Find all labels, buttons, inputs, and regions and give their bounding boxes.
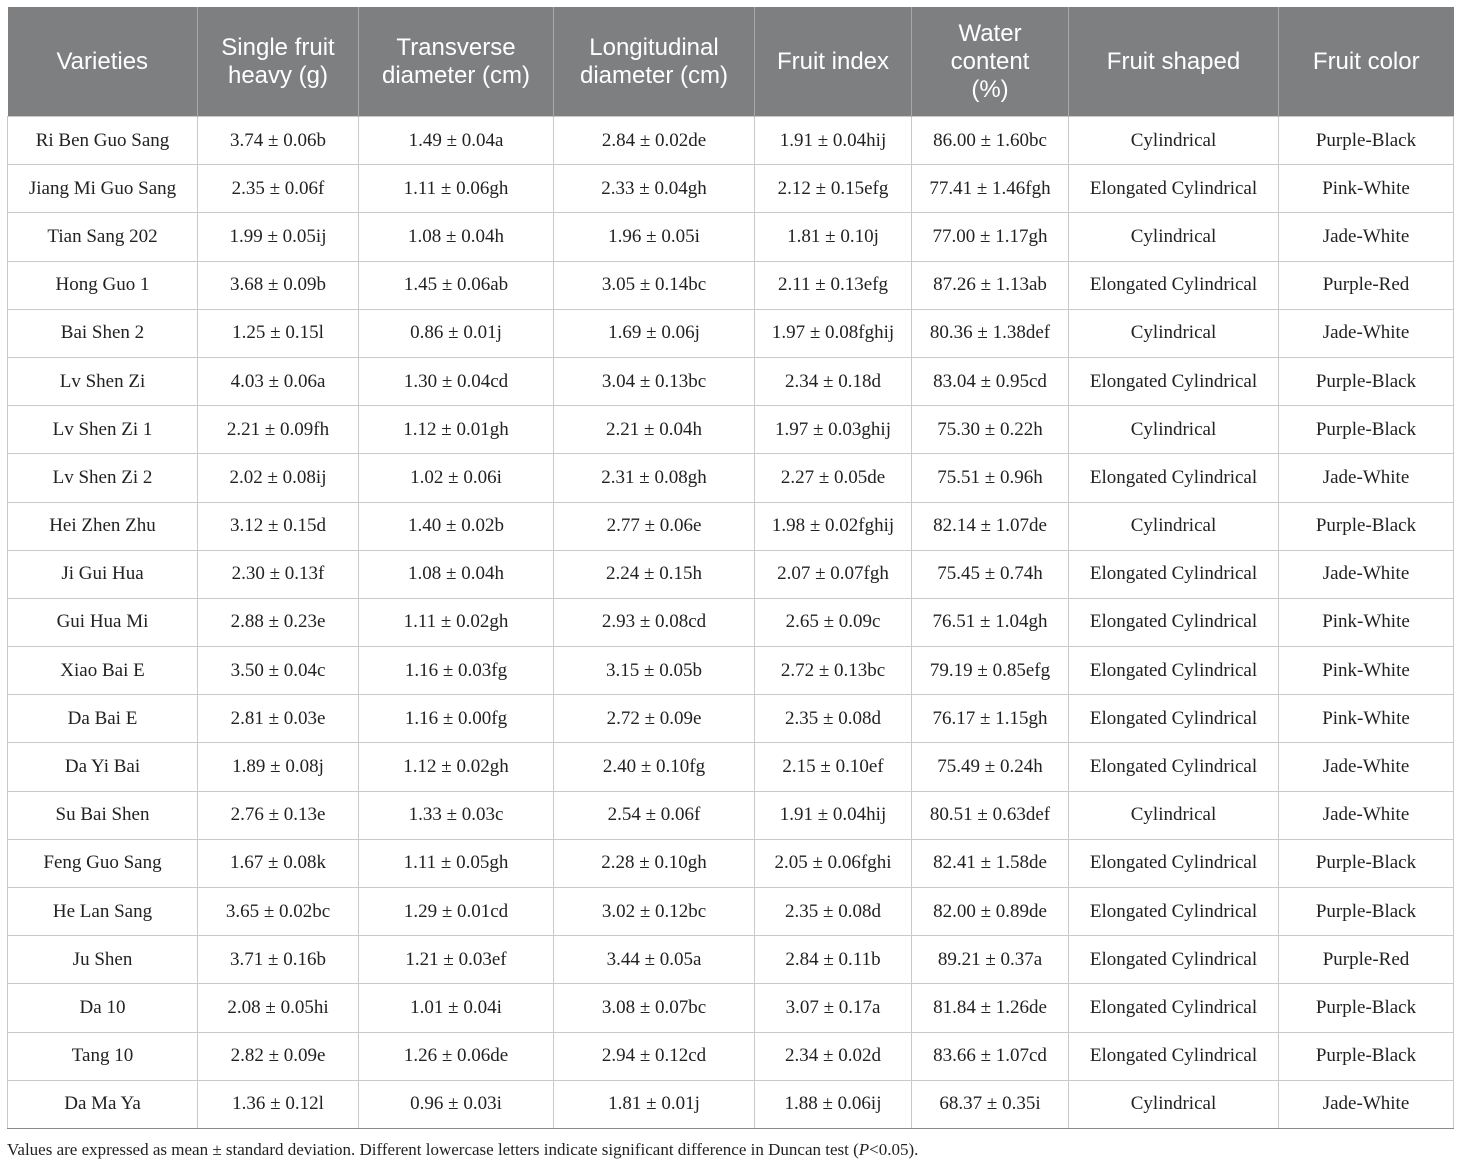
table-cell-water-content: 75.30 ± 0.22h: [912, 406, 1069, 454]
table-row: [8, 1080, 1454, 1128]
table-body: [8, 117, 1454, 1129]
table-cell-transverse-diameter: 1.49 ± 0.04a: [359, 117, 554, 165]
footnote-p-symbol: P: [858, 1140, 870, 1159]
table-cell-fruit-index: 2.34 ± 0.02d: [755, 1032, 912, 1080]
table-cell-varieties: He Lan Sang: [8, 888, 198, 936]
table-cell-longitudinal-diameter: 2.28 ± 0.10gh: [554, 839, 755, 887]
table-cell-single-fruit-heavy: 2.88 ± 0.23e: [198, 598, 359, 646]
table-cell-longitudinal-diameter: 1.81 ± 0.01j: [554, 1080, 755, 1128]
table-cell-single-fruit-heavy: 2.30 ± 0.13f: [198, 550, 359, 598]
table-cell-varieties: Bai Shen 2: [8, 309, 198, 357]
table-cell-single-fruit-heavy: 3.68 ± 0.09b: [198, 261, 359, 309]
table-cell-fruit-shaped: Elongated Cylindrical: [1069, 1032, 1279, 1080]
table-cell-transverse-diameter: 1.40 ± 0.02b: [359, 502, 554, 550]
table-row: [8, 936, 1454, 984]
table-cell-fruit-shaped: Cylindrical: [1069, 791, 1279, 839]
table-cell-longitudinal-diameter: 2.72 ± 0.09e: [554, 695, 755, 743]
column-header-fruit-shaped: [1069, 7, 1279, 117]
table-cell-fruit-color: Jade-White: [1279, 454, 1454, 502]
column-header-line: Varieties: [56, 47, 149, 75]
column-header-fruit-index: [755, 7, 912, 117]
table-cell-fruit-shaped: Elongated Cylindrical: [1069, 695, 1279, 743]
table-cell-varieties: Gui Hua Mi: [8, 598, 198, 646]
table-cell-varieties: Su Bai Shen: [8, 791, 198, 839]
table-cell-transverse-diameter: 1.11 ± 0.06gh: [359, 165, 554, 213]
table-cell-fruit-index: 1.97 ± 0.08fghij: [755, 309, 912, 357]
table-cell-varieties: Xiao Bai E: [8, 647, 198, 695]
table-cell-water-content: 77.00 ± 1.17gh: [912, 213, 1069, 261]
column-header-line: Longitudinal: [589, 33, 719, 61]
column-header-single-fruit-heavy: [198, 7, 359, 117]
table-cell-transverse-diameter: 0.96 ± 0.03i: [359, 1080, 554, 1128]
table-cell-fruit-shaped: Cylindrical: [1069, 309, 1279, 357]
table-cell-water-content: 80.36 ± 1.38def: [912, 309, 1069, 357]
table-row: [8, 502, 1454, 550]
table-cell-fruit-index: 2.11 ± 0.13efg: [755, 261, 912, 309]
table-cell-single-fruit-heavy: 4.03 ± 0.06a: [198, 357, 359, 405]
table-cell-longitudinal-diameter: 3.04 ± 0.13bc: [554, 357, 755, 405]
table-cell-water-content: 86.00 ± 1.60bc: [912, 117, 1069, 165]
table-cell-fruit-shaped: Elongated Cylindrical: [1069, 261, 1279, 309]
table-cell-single-fruit-heavy: 3.74 ± 0.06b: [198, 117, 359, 165]
column-header-varieties: [8, 7, 198, 117]
table-cell-single-fruit-heavy: 2.21 ± 0.09fh: [198, 406, 359, 454]
table-cell-single-fruit-heavy: 3.12 ± 0.15d: [198, 502, 359, 550]
table-cell-single-fruit-heavy: 2.08 ± 0.05hi: [198, 984, 359, 1032]
column-header-water-content: [912, 7, 1069, 117]
table-cell-transverse-diameter: 1.02 ± 0.06i: [359, 454, 554, 502]
table-cell-transverse-diameter: 1.21 ± 0.03ef: [359, 936, 554, 984]
table-row: [8, 406, 1454, 454]
table-cell-single-fruit-heavy: 1.25 ± 0.15l: [198, 309, 359, 357]
table-cell-water-content: 76.17 ± 1.15gh: [912, 695, 1069, 743]
table-cell-varieties: Lv Shen Zi 2: [8, 454, 198, 502]
table-cell-fruit-index: 2.35 ± 0.08d: [755, 695, 912, 743]
table-cell-transverse-diameter: 1.08 ± 0.04h: [359, 213, 554, 261]
table-cell-fruit-color: Purple-Black: [1279, 888, 1454, 936]
table-cell-fruit-shaped: Cylindrical: [1069, 502, 1279, 550]
table-row: [8, 309, 1454, 357]
table-cell-single-fruit-heavy: 1.36 ± 0.12l: [198, 1080, 359, 1128]
table-cell-fruit-index: 2.35 ± 0.08d: [755, 888, 912, 936]
table-cell-longitudinal-diameter: 2.84 ± 0.02de: [554, 117, 755, 165]
table-cell-varieties: Jiang Mi Guo Sang: [8, 165, 198, 213]
table-cell-fruit-color: Jade-White: [1279, 213, 1454, 261]
table-cell-longitudinal-diameter: 2.77 ± 0.06e: [554, 502, 755, 550]
table-cell-water-content: 79.19 ± 0.85efg: [912, 647, 1069, 695]
table-cell-fruit-shaped: Elongated Cylindrical: [1069, 454, 1279, 502]
table-cell-fruit-shaped: Cylindrical: [1069, 1080, 1279, 1128]
table-cell-varieties: Da Ma Ya: [8, 1080, 198, 1128]
table-cell-longitudinal-diameter: 2.33 ± 0.04gh: [554, 165, 755, 213]
table-cell-fruit-shaped: Cylindrical: [1069, 117, 1279, 165]
table-cell-transverse-diameter: 1.26 ± 0.06de: [359, 1032, 554, 1080]
table-row: [8, 743, 1454, 791]
table-cell-fruit-color: Jade-White: [1279, 791, 1454, 839]
table-cell-longitudinal-diameter: 2.93 ± 0.08cd: [554, 598, 755, 646]
table-row: [8, 165, 1454, 213]
table-row: [8, 1032, 1454, 1080]
table-cell-water-content: 75.51 ± 0.96h: [912, 454, 1069, 502]
table-cell-longitudinal-diameter: 3.08 ± 0.07bc: [554, 984, 755, 1032]
table-cell-fruit-color: Jade-White: [1279, 1080, 1454, 1128]
table-row: [8, 984, 1454, 1032]
table-cell-fruit-shaped: Elongated Cylindrical: [1069, 598, 1279, 646]
table-cell-fruit-index: 2.65 ± 0.09c: [755, 598, 912, 646]
column-header-line: diameter (cm): [579, 61, 729, 89]
table-cell-fruit-color: Jade-White: [1279, 550, 1454, 598]
table-cell-fruit-index: 2.72 ± 0.13bc: [755, 647, 912, 695]
table-cell-fruit-shaped: Elongated Cylindrical: [1069, 936, 1279, 984]
table-cell-single-fruit-heavy: 2.35 ± 0.06f: [198, 165, 359, 213]
table-cell-fruit-index: 3.07 ± 0.17a: [755, 984, 912, 1032]
table-cell-fruit-index: 2.34 ± 0.18d: [755, 357, 912, 405]
table-cell-longitudinal-diameter: 2.21 ± 0.04h: [554, 406, 755, 454]
table-cell-fruit-shaped: Cylindrical: [1069, 406, 1279, 454]
table-cell-fruit-index: 1.88 ± 0.06ij: [755, 1080, 912, 1128]
table-cell-single-fruit-heavy: 3.50 ± 0.04c: [198, 647, 359, 695]
table-cell-fruit-color: Purple-Black: [1279, 839, 1454, 887]
table-cell-fruit-index: 2.27 ± 0.05de: [755, 454, 912, 502]
table-row: [8, 791, 1454, 839]
table-cell-fruit-color: Purple-Black: [1279, 984, 1454, 1032]
table-header-row: [8, 7, 1454, 117]
table-cell-fruit-shaped: Elongated Cylindrical: [1069, 550, 1279, 598]
table-cell-fruit-shaped: Elongated Cylindrical: [1069, 647, 1279, 695]
table-cell-varieties: Da Yi Bai: [8, 743, 198, 791]
table-cell-water-content: 68.37 ± 0.35i: [912, 1080, 1069, 1128]
column-header-line: (%): [971, 75, 1009, 103]
table-cell-transverse-diameter: 1.11 ± 0.05gh: [359, 839, 554, 887]
table-cell-fruit-color: Purple-Black: [1279, 117, 1454, 165]
column-header-fruit-color: [1279, 7, 1454, 117]
table-cell-fruit-shaped: Elongated Cylindrical: [1069, 984, 1279, 1032]
table-cell-fruit-index: 1.98 ± 0.02fghij: [755, 502, 912, 550]
table-cell-varieties: Ji Gui Hua: [8, 550, 198, 598]
table-row: [8, 261, 1454, 309]
table-cell-water-content: 76.51 ± 1.04gh: [912, 598, 1069, 646]
column-header-line: Transverse: [396, 33, 516, 61]
table-cell-fruit-index: 1.91 ± 0.04hij: [755, 117, 912, 165]
table-cell-varieties: Tian Sang 202: [8, 213, 198, 261]
table-row: [8, 550, 1454, 598]
table-cell-water-content: 75.49 ± 0.24h: [912, 743, 1069, 791]
table-row: [8, 454, 1454, 502]
table-cell-single-fruit-heavy: 2.76 ± 0.13e: [198, 791, 359, 839]
table-cell-fruit-color: Purple-Black: [1279, 357, 1454, 405]
table-cell-varieties: Ju Shen: [8, 936, 198, 984]
table-cell-water-content: 82.14 ± 1.07de: [912, 502, 1069, 550]
column-header-line: content: [950, 47, 1030, 75]
table-cell-water-content: 80.51 ± 0.63def: [912, 791, 1069, 839]
table-cell-single-fruit-heavy: 2.82 ± 0.09e: [198, 1032, 359, 1080]
table-cell-single-fruit-heavy: 3.71 ± 0.16b: [198, 936, 359, 984]
table-cell-water-content: 77.41 ± 1.46fgh: [912, 165, 1069, 213]
table-cell-transverse-diameter: 1.08 ± 0.04h: [359, 550, 554, 598]
table-cell-transverse-diameter: 1.12 ± 0.01gh: [359, 406, 554, 454]
table-row: [8, 839, 1454, 887]
table-cell-fruit-color: Jade-White: [1279, 743, 1454, 791]
table-cell-transverse-diameter: 0.86 ± 0.01j: [359, 309, 554, 357]
table-cell-fruit-color: Purple-Red: [1279, 261, 1454, 309]
table-cell-longitudinal-diameter: 2.54 ± 0.06f: [554, 791, 755, 839]
table-cell-fruit-index: 1.81 ± 0.10j: [755, 213, 912, 261]
table-cell-fruit-index: 2.05 ± 0.06fghi: [755, 839, 912, 887]
table-cell-fruit-index: 2.07 ± 0.07fgh: [755, 550, 912, 598]
table-cell-fruit-color: Purple-Black: [1279, 1032, 1454, 1080]
table-cell-transverse-diameter: 1.30 ± 0.04cd: [359, 357, 554, 405]
table-cell-varieties: Hei Zhen Zhu: [8, 502, 198, 550]
table-cell-single-fruit-heavy: 1.67 ± 0.08k: [198, 839, 359, 887]
table-cell-fruit-index: 1.91 ± 0.04hij: [755, 791, 912, 839]
column-header-line: diameter (cm): [381, 61, 531, 89]
table-cell-fruit-color: Jade-White: [1279, 309, 1454, 357]
table-cell-fruit-index: 2.84 ± 0.11b: [755, 936, 912, 984]
table-cell-longitudinal-diameter: 3.05 ± 0.14bc: [554, 261, 755, 309]
table-cell-varieties: Feng Guo Sang: [8, 839, 198, 887]
table-cell-single-fruit-heavy: 2.02 ± 0.08ij: [198, 454, 359, 502]
table-row: [8, 695, 1454, 743]
table-cell-water-content: 75.45 ± 0.74h: [912, 550, 1069, 598]
table-cell-water-content: 82.00 ± 0.89de: [912, 888, 1069, 936]
table-cell-transverse-diameter: 1.01 ± 0.04i: [359, 984, 554, 1032]
table-cell-water-content: 87.26 ± 1.13ab: [912, 261, 1069, 309]
table-cell-transverse-diameter: 1.16 ± 0.03fg: [359, 647, 554, 695]
table-row: [8, 647, 1454, 695]
table-row: [8, 888, 1454, 936]
table-cell-single-fruit-heavy: 1.89 ± 0.08j: [198, 743, 359, 791]
table-cell-fruit-color: Purple-Red: [1279, 936, 1454, 984]
table-cell-water-content: 83.66 ± 1.07cd: [912, 1032, 1069, 1080]
column-header-line: Water: [958, 19, 1022, 47]
table-cell-fruit-color: Pink-White: [1279, 695, 1454, 743]
column-header-line: Fruit index: [776, 47, 890, 75]
table-cell-transverse-diameter: 1.11 ± 0.02gh: [359, 598, 554, 646]
fruit-traits-table: [7, 7, 1454, 1129]
footnote-text-end: <0.05).: [869, 1140, 919, 1159]
table-cell-water-content: 89.21 ± 0.37a: [912, 936, 1069, 984]
table-row: [8, 357, 1454, 405]
column-header-line: Fruit color: [1312, 47, 1420, 75]
table-cell-longitudinal-diameter: 3.15 ± 0.05b: [554, 647, 755, 695]
table-cell-water-content: 82.41 ± 1.58de: [912, 839, 1069, 887]
table-cell-longitudinal-diameter: 2.40 ± 0.10fg: [554, 743, 755, 791]
table-cell-varieties: Lv Shen Zi 1: [8, 406, 198, 454]
table-cell-fruit-color: Pink-White: [1279, 165, 1454, 213]
table-container: [7, 7, 1453, 1129]
table-cell-longitudinal-diameter: 2.94 ± 0.12cd: [554, 1032, 755, 1080]
column-header-transverse-diameter: [359, 7, 554, 117]
table-cell-fruit-shaped: Elongated Cylindrical: [1069, 743, 1279, 791]
table-cell-fruit-index: 2.12 ± 0.15efg: [755, 165, 912, 213]
column-header-line: Fruit shaped: [1106, 47, 1241, 75]
table-row: [8, 117, 1454, 165]
table-cell-water-content: 83.04 ± 0.95cd: [912, 357, 1069, 405]
table-cell-fruit-shaped: Elongated Cylindrical: [1069, 165, 1279, 213]
table-cell-single-fruit-heavy: 3.65 ± 0.02bc: [198, 888, 359, 936]
table-cell-varieties: Ri Ben Guo Sang: [8, 117, 198, 165]
table-cell-fruit-color: Pink-White: [1279, 598, 1454, 646]
table-cell-single-fruit-heavy: 2.81 ± 0.03e: [198, 695, 359, 743]
table-cell-fruit-shaped: Elongated Cylindrical: [1069, 839, 1279, 887]
footnote-text: Values are expressed as mean ± standard deviation. Different lowercase letters indicate significant difference in Duncan test (: [7, 1140, 859, 1159]
table-cell-fruit-color: Pink-White: [1279, 647, 1454, 695]
table-row: [8, 598, 1454, 646]
table-cell-longitudinal-diameter: 1.69 ± 0.06j: [554, 309, 755, 357]
table-cell-fruit-index: 1.97 ± 0.03ghij: [755, 406, 912, 454]
table-cell-transverse-diameter: 1.45 ± 0.06ab: [359, 261, 554, 309]
table-cell-varieties: Lv Shen Zi: [8, 357, 198, 405]
table-cell-varieties: Tang 10: [8, 1032, 198, 1080]
table-cell-fruit-color: Purple-Black: [1279, 406, 1454, 454]
table-cell-transverse-diameter: 1.33 ± 0.03c: [359, 791, 554, 839]
table-cell-longitudinal-diameter: 1.96 ± 0.05i: [554, 213, 755, 261]
table-cell-longitudinal-diameter: 3.44 ± 0.05a: [554, 936, 755, 984]
table-cell-water-content: 81.84 ± 1.26de: [912, 984, 1069, 1032]
table-cell-longitudinal-diameter: 2.31 ± 0.08gh: [554, 454, 755, 502]
column-header-line: Single fruit: [221, 33, 335, 61]
table-cell-transverse-diameter: 1.16 ± 0.00fg: [359, 695, 554, 743]
table-cell-fruit-color: Purple-Black: [1279, 502, 1454, 550]
table-cell-longitudinal-diameter: 3.02 ± 0.12bc: [554, 888, 755, 936]
table-cell-varieties: Hong Guo 1: [8, 261, 198, 309]
table-cell-fruit-index: 2.15 ± 0.10ef: [755, 743, 912, 791]
table-cell-varieties: Da 10: [8, 984, 198, 1032]
table-cell-single-fruit-heavy: 1.99 ± 0.05ij: [198, 213, 359, 261]
table-row: [8, 213, 1454, 261]
table-cell-fruit-shaped: Elongated Cylindrical: [1069, 357, 1279, 405]
table-cell-transverse-diameter: 1.12 ± 0.02gh: [359, 743, 554, 791]
column-header-line: heavy (g): [227, 61, 329, 89]
table-cell-fruit-shaped: Cylindrical: [1069, 213, 1279, 261]
table-cell-transverse-diameter: 1.29 ± 0.01cd: [359, 888, 554, 936]
table-cell-longitudinal-diameter: 2.24 ± 0.15h: [554, 550, 755, 598]
table-cell-varieties: Da Bai E: [8, 695, 198, 743]
table-cell-fruit-shaped: Elongated Cylindrical: [1069, 888, 1279, 936]
column-header-longitudinal-diameter: [554, 7, 755, 117]
table-footnote: [7, 1140, 918, 1160]
